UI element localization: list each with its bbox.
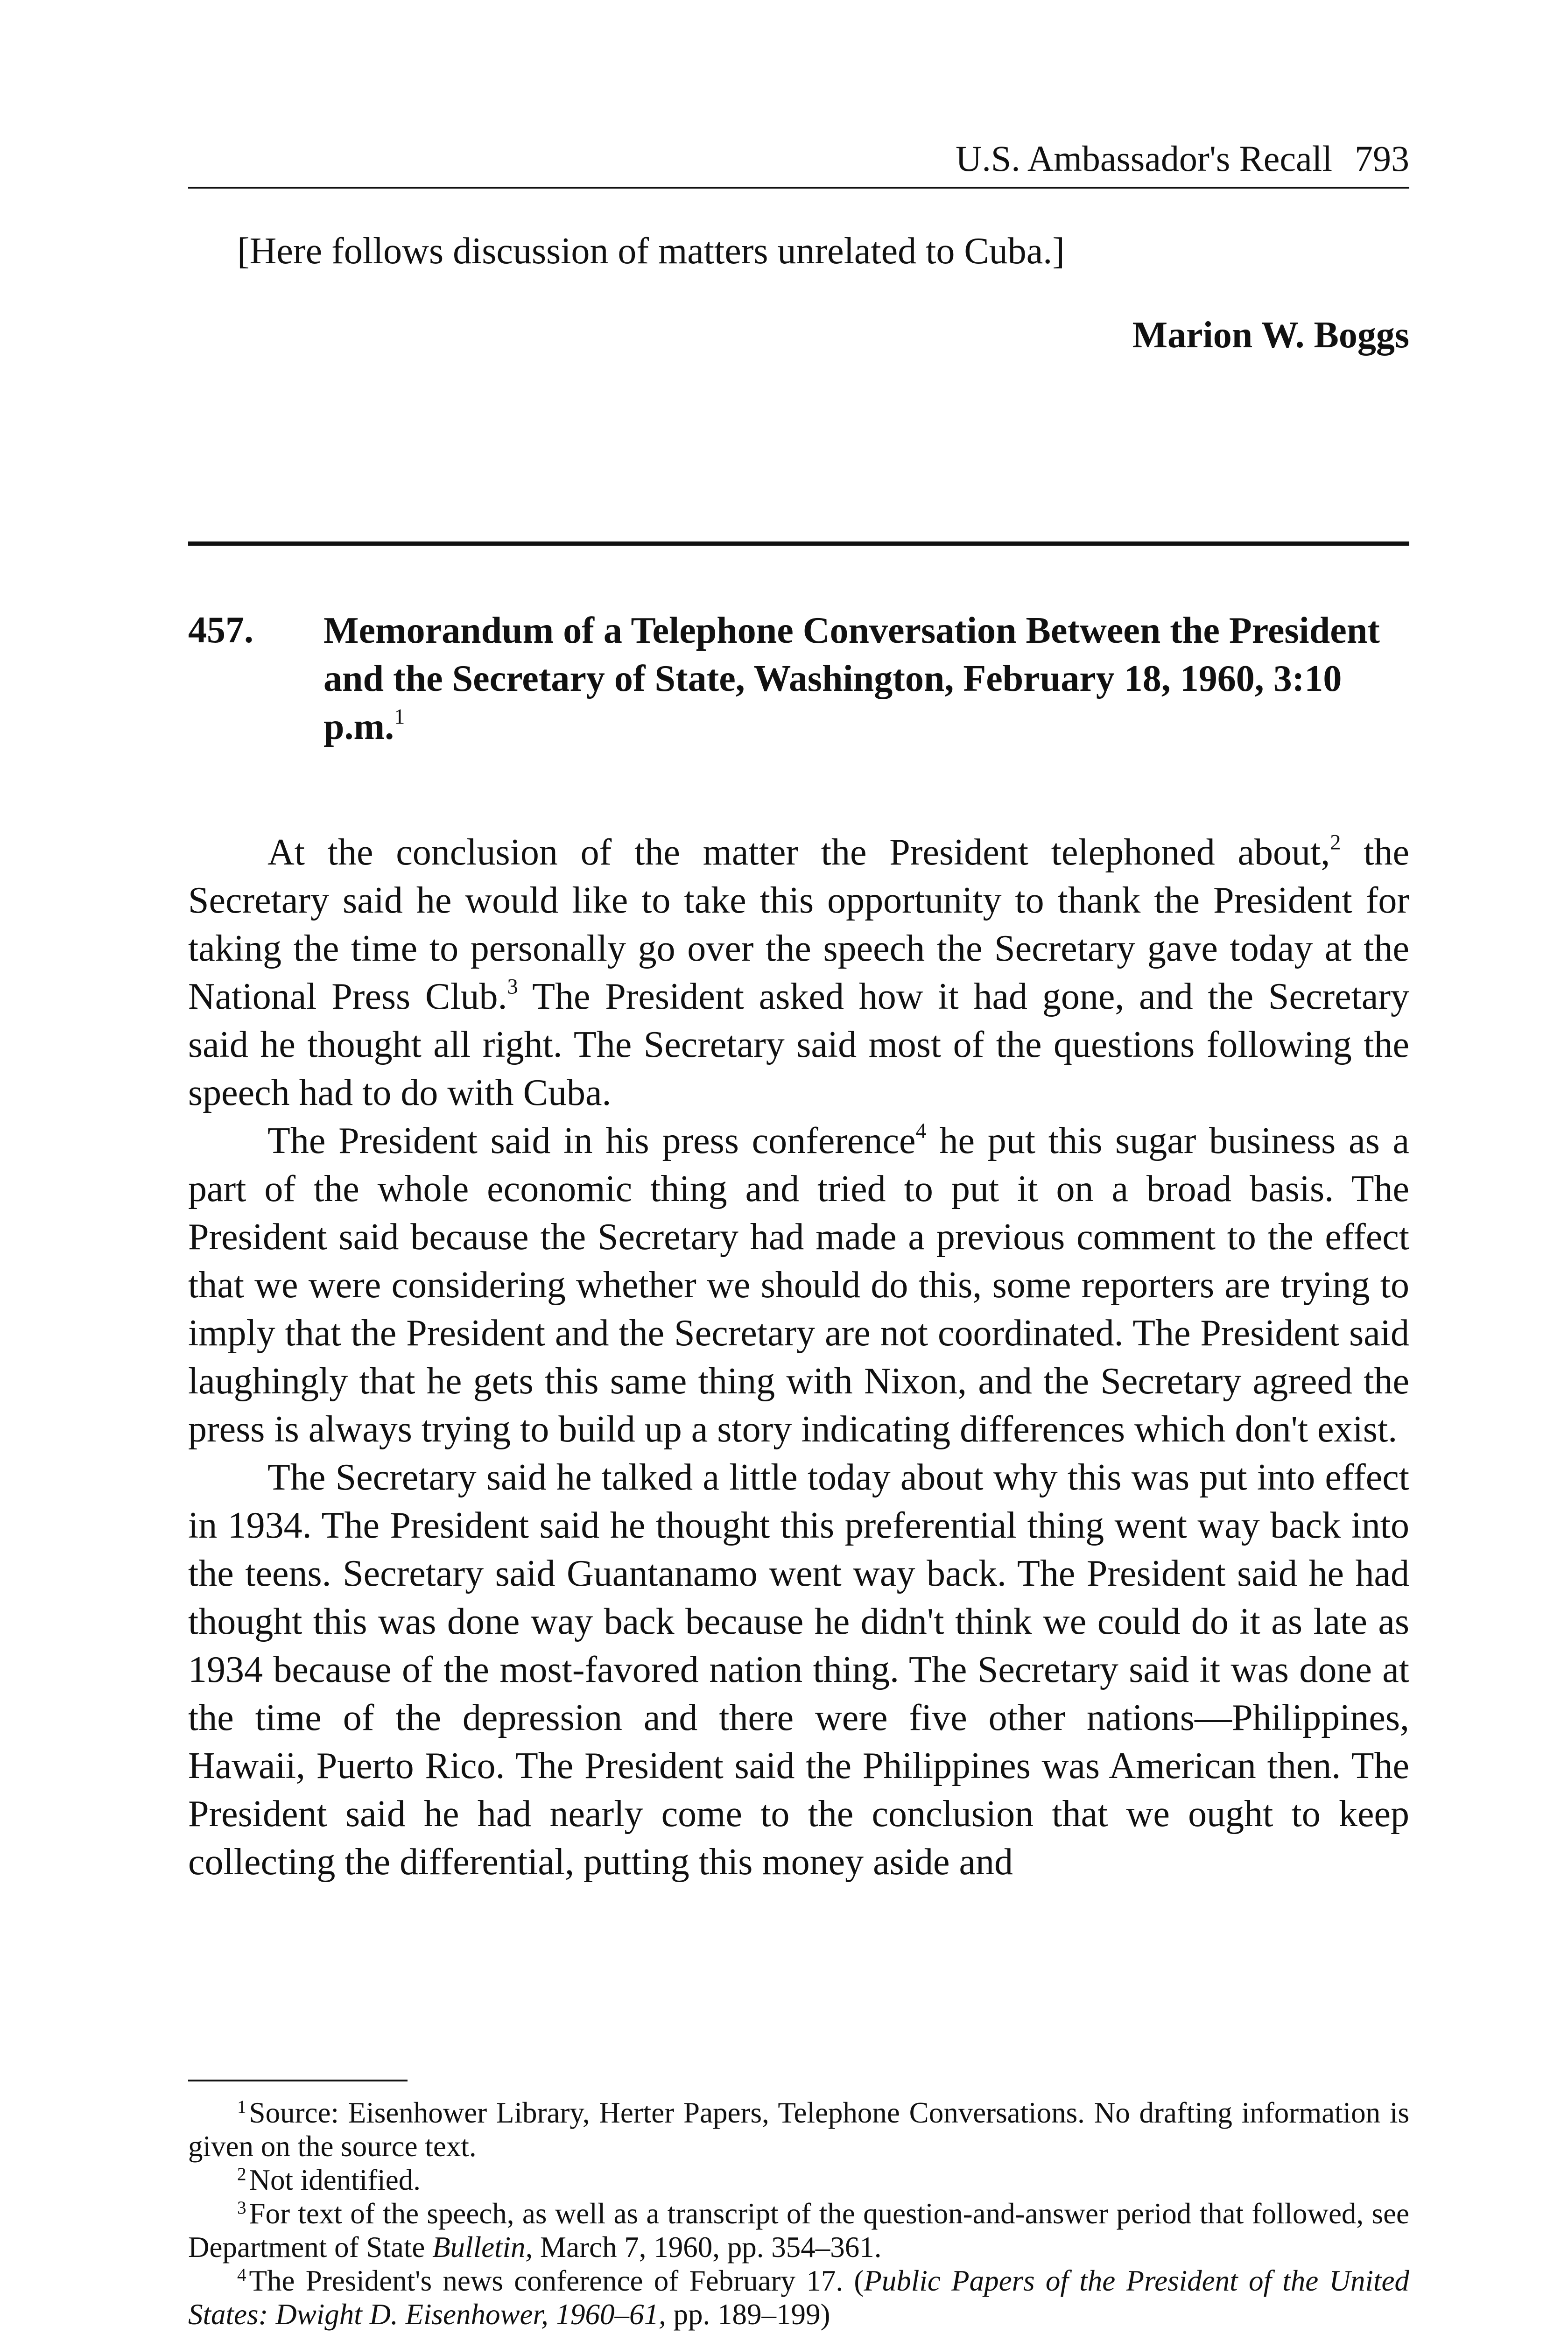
omission-note: [Here follows discussion of matters unrelated to Cuba.] [237,231,1065,272]
footnote-text: Source: Eisenhower Library, Herter Papers, Telephone Conversations. No drafting information is given on the source text. [188,2096,1409,2163]
paragraph-text: The President asked how it had gone, and the Secretary said he thought all right. The Secretary said most of the questions following the speech had to do with Cuba. [188,976,1409,1113]
footnote-italic-title: Public Papers of the President of the United States: Dwight D. Eisenhower, 1960–61, [188,2264,1409,2331]
footnote-number: 3 [237,2197,246,2218]
signature: Marion W. Boggs [1132,315,1409,356]
document-title [323,607,1411,751]
footnote-ref: 4 [915,1119,927,1143]
running-head-title: U.S. Ambassador's Recall [956,138,1332,179]
section-divider [188,541,1409,546]
document-number: 457. [188,610,253,651]
page-number: 793 [1355,138,1409,179]
footnotes [188,2096,1409,2331]
footnote-number: 1 [237,2096,246,2117]
footnote [188,2197,1409,2264]
footnote-italic-title: Bulletin, [432,2231,533,2264]
footnote-text: For text of the speech, as well as a transcript of the question-and-answer period that followed, see Department of State [188,2197,1409,2264]
paragraph-text: The President said in his press conference [267,1120,916,1161]
footnote [188,2264,1409,2331]
paragraph-text: The Secretary said he talked a little today about why this was put into effect in 1934. The President said he thought this preferential thing went way back into the teens. Secretary said Guantanamo went way back. The President said he had thought this was done way back because he didn't think we could do it as late as 1934 because of the most-favored nation thing. The Secretary said it was done at the time of the depression and there were five other nations—Philippines, Hawaii, Puerto Rico. The President said the Philippines was American then. The President said he had nearly come to the conclusion that we ought to keep collecting the differential, putting this money aside and [188,1457,1409,1883]
footnote-ref: 3 [507,975,518,999]
paragraph-text: the Secretary said he would like to take this opportunity to thank the President for taking the time to personally go over the speech the Secretary gave today at the National Press Club. [188,832,1410,1017]
body-paragraph [188,829,1409,1117]
footnote [188,2096,1409,2163]
footnote-number: 2 [237,2164,246,2184]
running-head [956,135,1409,182]
footnote-text: The President's news conference of February 17. ( [249,2264,864,2297]
footnote-ref: 2 [1330,830,1341,855]
paragraph-text: At the conclusion of the matter the President telephoned about, [267,832,1330,873]
footnote-rule [188,2080,408,2081]
footnote-text: pp. 189–199) [666,2298,830,2331]
footnote-number: 4 [237,2264,246,2285]
footnote-ref: 1 [394,705,405,729]
body-paragraph [188,1117,1409,1454]
document-page [188,0,1409,2334]
footnote-text: March 7, 1960, pp. 354–361. [533,2231,882,2264]
footnote [188,2163,1409,2197]
body-paragraph [188,1454,1409,1886]
header-rule [188,187,1409,189]
footnote-text: Not identified. [249,2164,421,2196]
document-title-text: Memorandum of a Telephone Conversation Between the President and the Secretary of State, Washington, February 18, 1960, 3:10 p.m. [323,610,1380,747]
paragraph-text: he put this sugar business as a part of the whole economic thing and tried to put it on a broad basis. The President said because the Secretary had made a previous comment to the effect that we were considering whether we should do this, some reporters are trying to imply that the President and the Secretary are not coordinated. The President said laughingly that he gets this same thing with Nixon, and the Secretary agreed the press is always trying to build up a story indicating differences which don't exist. [188,1120,1409,1450]
document-body [188,829,1409,1886]
